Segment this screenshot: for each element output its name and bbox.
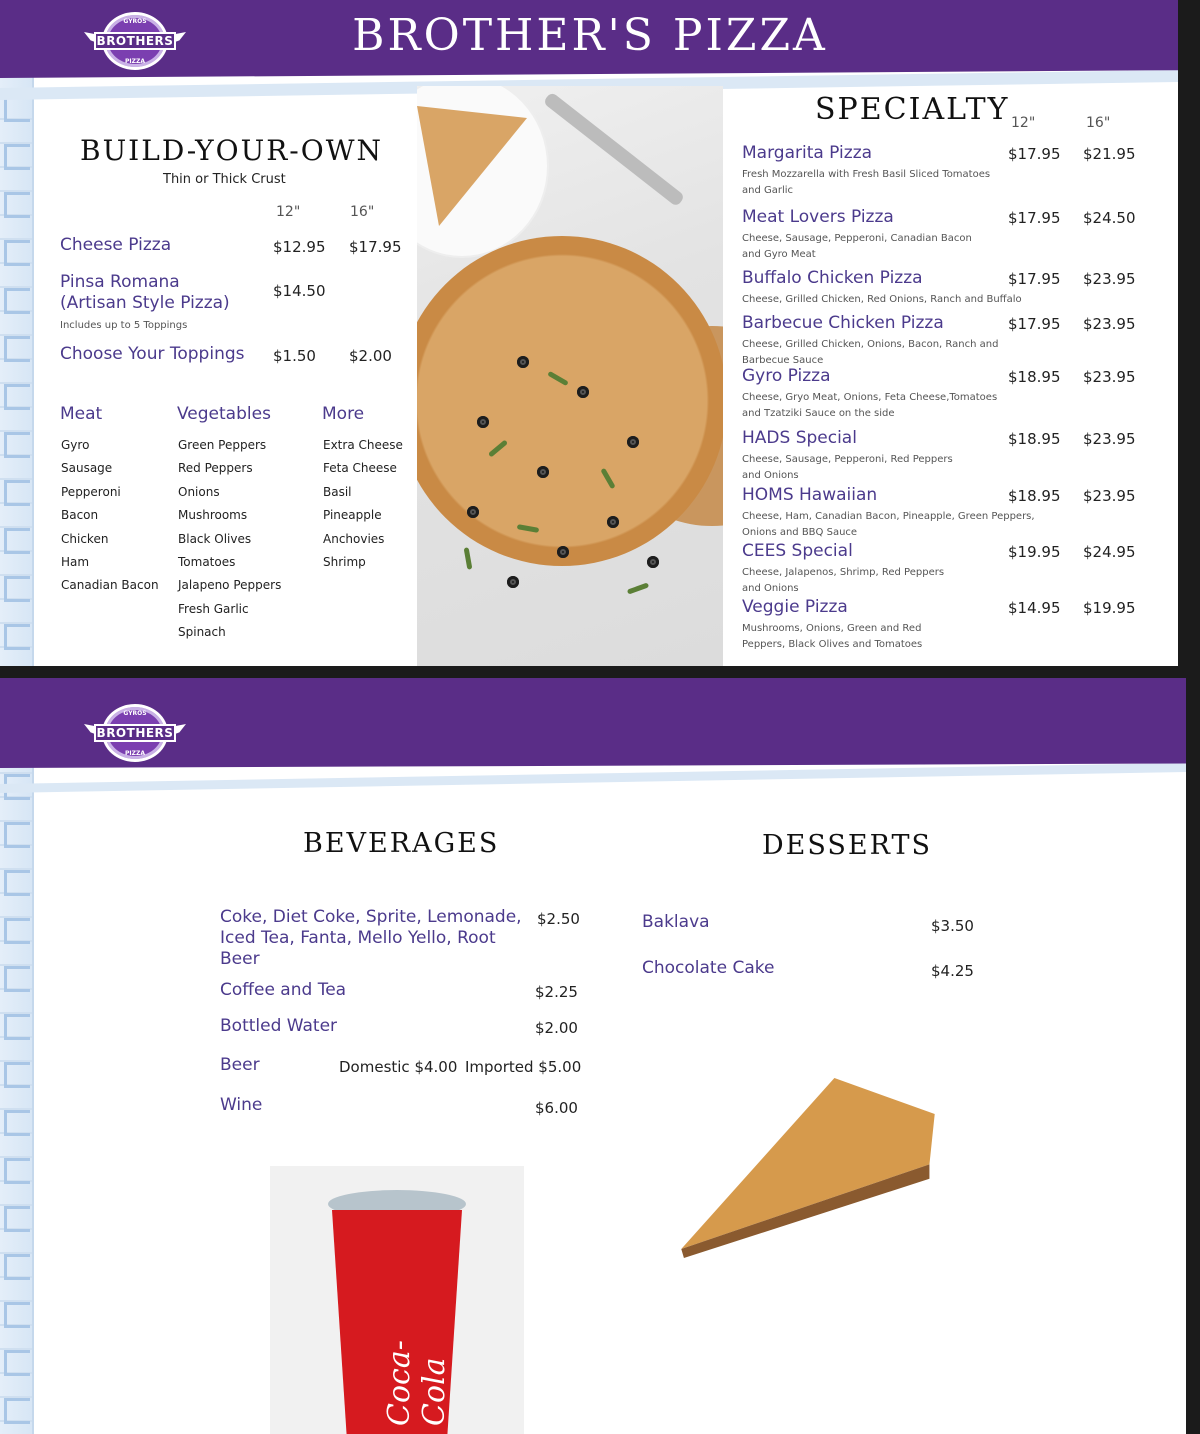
greek-key-motif bbox=[4, 822, 30, 848]
topping-item: Chicken bbox=[61, 531, 109, 546]
greek-key-motif bbox=[4, 240, 30, 266]
specialty-price-12: $19.95 bbox=[1008, 543, 1061, 561]
byo-item-price-16: $2.00 bbox=[349, 347, 392, 365]
brothers-logo bbox=[80, 700, 190, 766]
beverage-price: $2.00 bbox=[535, 1019, 578, 1037]
logo-bottom-text: PIZZA bbox=[125, 750, 145, 757]
byo-item-name: Pinsa Romana (Artisan Style Pizza) bbox=[60, 272, 230, 313]
dessert-name: Baklava bbox=[642, 912, 710, 932]
baklava-photo bbox=[676, 1078, 940, 1258]
menu-page-drinks-desserts bbox=[0, 678, 1186, 1434]
greek-key-motif bbox=[4, 1158, 30, 1184]
specialty-price-16: $23.95 bbox=[1083, 487, 1136, 505]
topping-item: Spinach bbox=[178, 625, 226, 640]
crust-subheading: Thin or Thick Crust bbox=[163, 172, 286, 187]
topping-item: Green Peppers bbox=[178, 438, 267, 452]
specialty-price-16: $23.95 bbox=[1083, 315, 1136, 333]
specialty-item-name: Veggie Pizza bbox=[742, 597, 848, 617]
greek-key-motif bbox=[4, 1254, 30, 1280]
specialty-price-12: $17.95 bbox=[1008, 270, 1061, 288]
greek-key-motif bbox=[4, 1062, 30, 1088]
desserts-heading: DESSERTS bbox=[762, 830, 932, 861]
greek-key-motif bbox=[4, 870, 30, 896]
brothers-logo bbox=[80, 8, 190, 74]
greek-key-motif bbox=[4, 480, 30, 506]
greek-key-motif bbox=[4, 96, 30, 122]
specialty-size-16-header: 16" bbox=[1086, 115, 1111, 131]
specialty-item-desc: Cheese, Gryo Meat, Onions, Feta Cheese,Tomatoes and Tzatziki Sauce on the side bbox=[742, 392, 998, 419]
soda-cup-photo bbox=[270, 1166, 524, 1434]
specialty-item-desc: Cheese, Sausage, Pepperoni, Canadian Bacon and Gyro Meat bbox=[742, 233, 972, 260]
greek-key-motif bbox=[4, 192, 30, 218]
specialty-price-12: $17.95 bbox=[1008, 145, 1061, 163]
specialty-price-16: $23.95 bbox=[1083, 270, 1136, 288]
topping-item: Onions bbox=[178, 484, 220, 499]
specialty-item-name: HOMS Hawaiian bbox=[742, 485, 878, 505]
topping-item: Pineapple bbox=[323, 508, 382, 523]
greek-key-motif bbox=[4, 288, 30, 314]
byo-item-name: Choose Your Toppings bbox=[60, 344, 245, 364]
specialty-item-name: Barbecue Chicken Pizza bbox=[742, 313, 944, 333]
specialty-item-desc: Cheese, Ham, Canadian Bacon, Pineapple, Green Peppers, Onions and BBQ Sauce bbox=[742, 511, 1035, 538]
greek-key-motif bbox=[4, 432, 30, 458]
specialty-heading: SPECIALTY bbox=[815, 92, 1010, 127]
topping-item: Shrimp bbox=[323, 555, 366, 570]
logo-top-text: GYROS bbox=[123, 710, 147, 717]
specialty-item-desc: Cheese, Jalapenos, Shrimp, Red Peppers and Onions bbox=[742, 567, 945, 594]
specialty-price-12: $17.95 bbox=[1008, 315, 1061, 333]
specialty-price-12: $17.95 bbox=[1008, 209, 1061, 227]
specialty-price-16: $24.50 bbox=[1083, 209, 1136, 227]
beverage-name: Bottled Water bbox=[220, 1016, 338, 1036]
specialty-item-name: HADS Special bbox=[742, 428, 857, 448]
specialty-item-name: Meat Lovers Pizza bbox=[742, 207, 894, 227]
greek-key-motif bbox=[4, 336, 30, 362]
specialty-price-16: $23.95 bbox=[1083, 430, 1136, 448]
specialty-item-desc: Cheese, Grilled Chicken, Onions, Bacon, Ranch and Barbecue Sauce bbox=[742, 339, 999, 366]
greek-key-motif bbox=[4, 1206, 30, 1232]
beverage-name: Coffee and Tea bbox=[220, 980, 347, 1000]
specialty-price-16: $23.95 bbox=[1083, 368, 1136, 386]
specialty-size-12-header: 12" bbox=[1011, 115, 1036, 131]
byo-item-price-12: $12.95 bbox=[273, 238, 326, 256]
specialty-item-name: Buffalo Chicken Pizza bbox=[742, 268, 923, 288]
topping-item: Feta Cheese bbox=[323, 461, 397, 476]
topping-item: Sausage bbox=[61, 461, 113, 476]
topping-item: Gyro bbox=[61, 438, 90, 452]
logo-bottom-text: PIZZA bbox=[125, 58, 145, 65]
beer-imported-price: Imported $5.00 bbox=[465, 1058, 582, 1076]
dessert-name: Chocolate Cake bbox=[642, 958, 775, 978]
menu-page-pizza bbox=[0, 0, 1178, 666]
specialty-item-name: CEES Special bbox=[742, 541, 853, 561]
byo-item-price-12: $14.50 bbox=[273, 282, 326, 300]
banner-shadow bbox=[0, 763, 1186, 793]
build-your-own-heading: BUILD-YOUR-OWN bbox=[80, 134, 383, 167]
topping-item: Pepperoni bbox=[61, 484, 121, 499]
specialty-price-16: $19.95 bbox=[1083, 599, 1136, 617]
dessert-price: $4.25 bbox=[931, 962, 974, 980]
greek-key-motif bbox=[4, 1110, 30, 1136]
topping-item: Ham bbox=[61, 555, 90, 570]
topping-item: Extra Cheese bbox=[323, 438, 403, 452]
greek-key-motif bbox=[4, 624, 30, 650]
byo-item-note: Includes up to 5 Toppings bbox=[60, 320, 188, 331]
greek-key-motif bbox=[4, 144, 30, 170]
cup-brand-text: Coca-Cola bbox=[382, 1340, 452, 1426]
specialty-price-12: $14.95 bbox=[1008, 599, 1061, 617]
beverage-price: $2.50 bbox=[537, 910, 580, 928]
beverage-name: Beer bbox=[220, 1055, 260, 1075]
vegetables-list bbox=[178, 434, 281, 645]
greek-key-motif bbox=[4, 1350, 30, 1376]
toppings-more-label: More bbox=[322, 404, 365, 424]
greek-key-motif bbox=[4, 1014, 30, 1040]
specialty-item-desc: Cheese, Grilled Chicken, Red Onions, Ranch and Buffalo bbox=[742, 294, 1022, 305]
beverage-name: Wine bbox=[220, 1095, 263, 1115]
toppings-vegetables-label: Vegetables bbox=[177, 404, 271, 424]
greek-key-motif bbox=[4, 966, 30, 992]
greek-key-motif bbox=[4, 1302, 30, 1328]
more-list bbox=[323, 434, 403, 574]
topping-item: Black Olives bbox=[178, 531, 252, 546]
greek-key-motif bbox=[4, 384, 30, 410]
byo-item-price-16: $17.95 bbox=[349, 238, 402, 256]
topping-item: Bacon bbox=[61, 508, 99, 523]
specialty-price-16: $24.95 bbox=[1083, 543, 1136, 561]
topping-item: Tomatoes bbox=[178, 555, 236, 570]
beverage-price: $6.00 bbox=[535, 1099, 578, 1117]
logo-text: BROTHERS bbox=[94, 724, 176, 742]
greek-key-motif bbox=[4, 1398, 30, 1424]
beer-domestic-price: Domestic $4.00 bbox=[339, 1058, 458, 1076]
specialty-price-12: $18.95 bbox=[1008, 430, 1061, 448]
topping-item: Jalapeno Peppers bbox=[178, 578, 282, 593]
topping-item: Basil bbox=[323, 484, 352, 499]
topping-item: Mushrooms bbox=[178, 508, 248, 523]
meat-list bbox=[61, 434, 159, 598]
topping-item: Anchovies bbox=[323, 531, 385, 546]
specialty-item-name: Margarita Pizza bbox=[742, 143, 873, 163]
specialty-price-12: $18.95 bbox=[1008, 487, 1061, 505]
specialty-price-16: $21.95 bbox=[1083, 145, 1136, 163]
topping-item: Canadian Bacon bbox=[61, 578, 159, 593]
page-title: BROTHER'S PIZZA bbox=[352, 10, 828, 61]
byo-item-price-12: $1.50 bbox=[273, 347, 316, 365]
logo-top-text: GYROS bbox=[123, 18, 147, 25]
beverage-name: Coke, Diet Coke, Sprite, Lemonade, Iced Tea, Fanta, Mello Yello, Root Beer bbox=[220, 907, 522, 969]
dessert-price: $3.50 bbox=[931, 917, 974, 935]
logo-text: BROTHERS bbox=[94, 32, 176, 50]
specialty-item-desc: Mushrooms, Onions, Green and Red Peppers, Black Olives and Tomatoes bbox=[742, 623, 923, 650]
specialty-item-desc: Cheese, Sausage, Pepperoni, Red Peppers and Onions bbox=[742, 454, 953, 481]
topping-item: Fresh Garlic bbox=[178, 601, 249, 616]
topping-item: Red Peppers bbox=[178, 461, 253, 476]
size-16-header: 16" bbox=[350, 204, 375, 220]
beverage-price: $2.25 bbox=[535, 983, 578, 1001]
pizza-photo bbox=[417, 86, 723, 666]
greek-key-motif bbox=[4, 528, 30, 554]
size-12-header: 12" bbox=[276, 204, 301, 220]
greek-key-motif bbox=[4, 918, 30, 944]
specialty-item-desc: Fresh Mozzarella with Fresh Basil Sliced Tomatoes and Garlic bbox=[742, 169, 991, 196]
greek-key-motif bbox=[4, 576, 30, 602]
specialty-item-name: Gyro Pizza bbox=[742, 366, 831, 386]
beverages-heading: BEVERAGES bbox=[303, 828, 500, 859]
specialty-price-12: $18.95 bbox=[1008, 368, 1061, 386]
toppings-meat-label: Meat bbox=[60, 404, 103, 424]
byo-item-name: Cheese Pizza bbox=[60, 235, 172, 255]
